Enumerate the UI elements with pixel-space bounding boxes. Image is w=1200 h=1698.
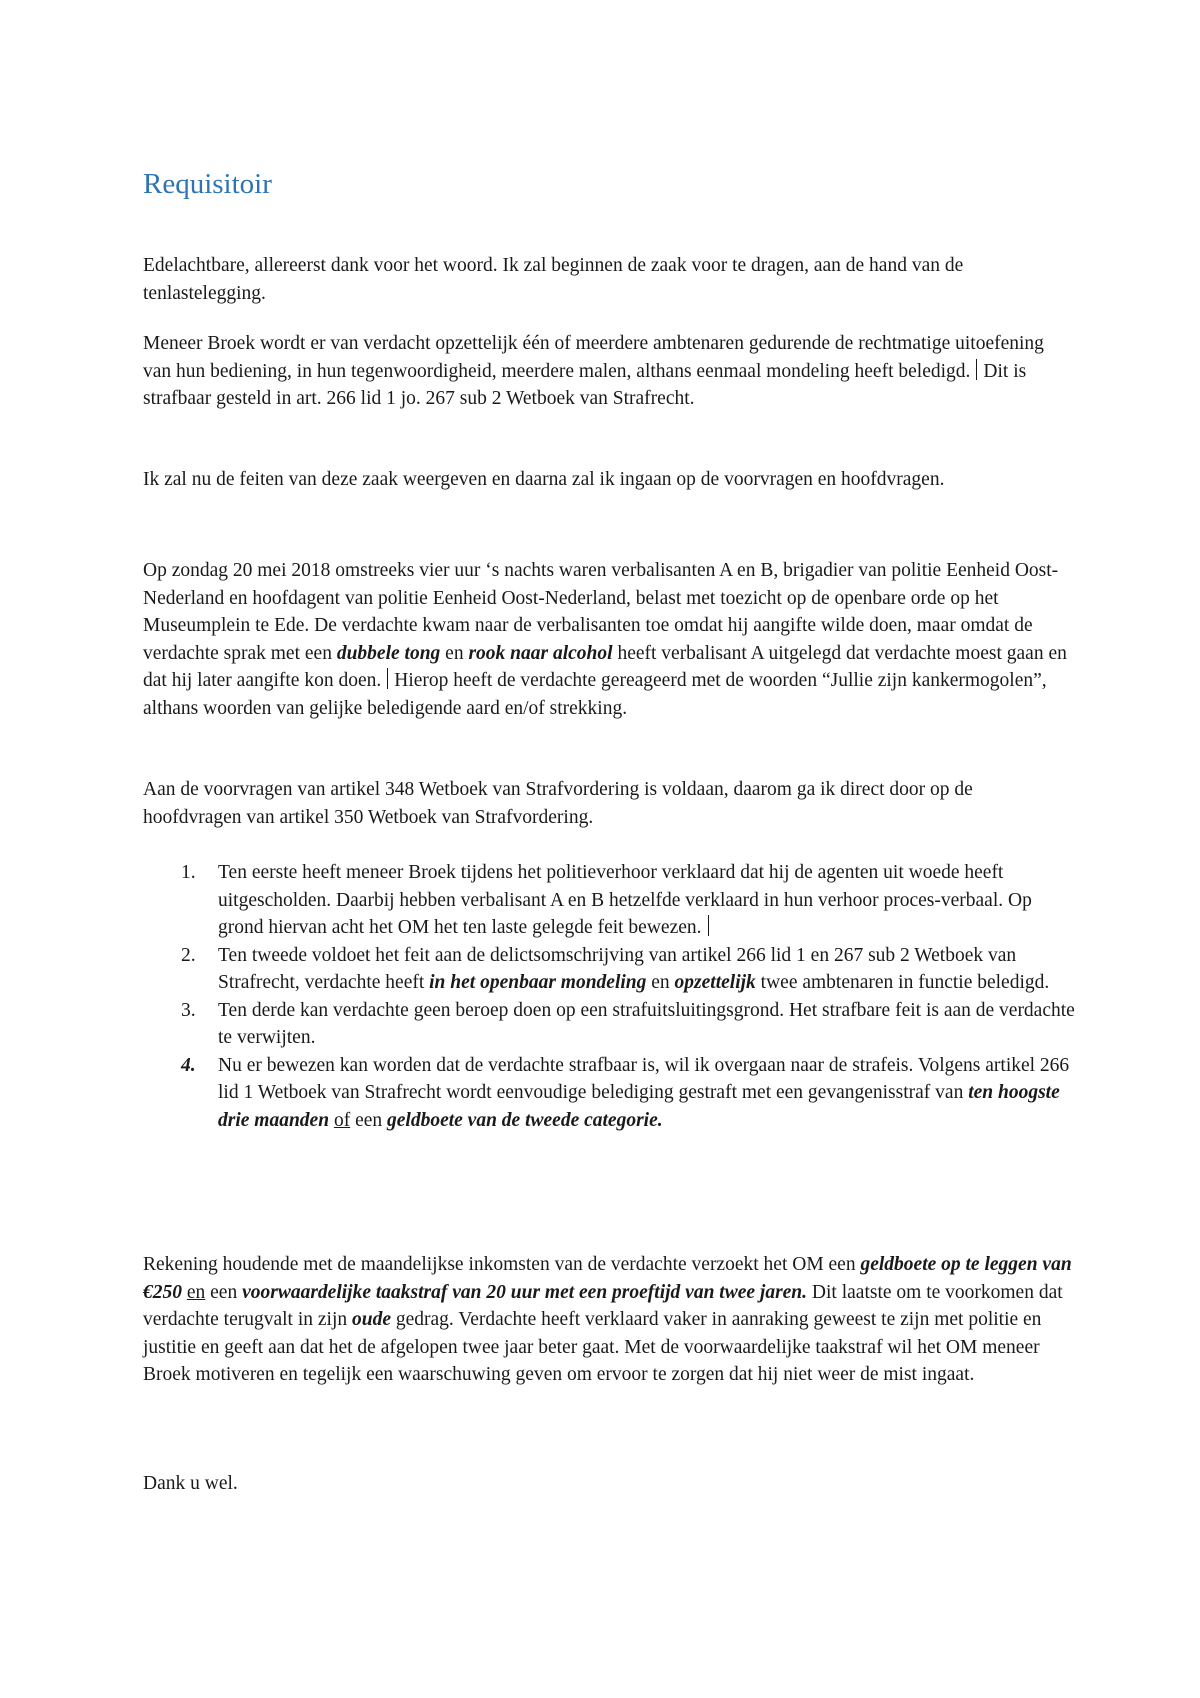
list-item-text: Nu er bewezen kan worden dat de verdachte strafbaar is, wil ik overgaan naar de strafeis. Volgens artikel 266 lid 1 Wetboek van Strafrecht wordt eenvoudige belediging gestraft met een gevangenisstraf van xyxy=(218,1054,1070,1103)
demand-emphasis-old: oude xyxy=(352,1309,391,1330)
demand-underlined-and: en xyxy=(186,1281,206,1303)
text-cursor xyxy=(976,359,977,380)
list-number: 3. xyxy=(181,999,196,1021)
facts-text: Op zondag 20 mei 2018 omstreeks vier uur ‘s nachts waren verbalisanten A en B, brigadier van politie Eenheid Oost-Nederland en hoofdagent van politie Eenheid Oost-Nederland, belast met toezicht op de openbare orde op het Museumplein te Ede. De verdachte kwam naar de verbalisanten toe omdat hij aangifte wilde doen, maar omdat de verdachte sprak met een xyxy=(143,560,1059,664)
list-item-emphasis: opzettelijk xyxy=(674,972,756,993)
list-item-text: twee ambtenaren in functie beledigd. xyxy=(755,972,1050,993)
document-title: Requisitoir xyxy=(143,168,272,200)
closing-paragraph: Dank u wel. xyxy=(143,1473,238,1494)
charge-paragraph xyxy=(143,330,1073,413)
facts-text-and: en xyxy=(440,642,469,664)
text-cursor xyxy=(708,915,709,936)
demand-emphasis-fine: geldboete op te leggen van €250 xyxy=(143,1254,1072,1303)
list-item-text: een xyxy=(350,1109,387,1131)
intro-paragraph: Edelachtbare, allereerst dank voor het woord. Ik zal beginnen de zaak voor te dragen, aan de hand van de tenlastelegging. xyxy=(143,255,964,304)
list-item xyxy=(143,1052,1075,1135)
list-number: 2. xyxy=(181,944,196,966)
charge-text: Meneer Broek wordt er van verdacht opzettelijk één of meerdere ambtenaren gedurende de rechtmatige uitoefening van hun bediening, in hun tegenwoordigheid, meerdere malen, althans eenmaal mondeling heeft beledigd. xyxy=(143,333,1044,382)
facts-text-cont: heeft verbalisant A uitgelegd dat verdachte moest gaan en dat hij later aangifte kon doen. xyxy=(143,642,1067,691)
list-item xyxy=(143,997,1075,1052)
list-item-emphasis: in het openbaar mondeling xyxy=(429,972,647,993)
facts-paragraph xyxy=(143,557,1073,722)
text-cursor xyxy=(387,668,388,689)
list-item-text: Ten tweede voldoet het feit aan de delictsomschrijving van artikel 266 lid 1 en 267 sub 2 Wetboek van Strafrecht, verdachte heeft xyxy=(218,944,1017,993)
sentence-demand-paragraph xyxy=(143,1251,1073,1389)
demand-text: Dit laatste om te voorkomen dat verdachte terugvalt in zijn xyxy=(143,1281,1063,1330)
main-questions-list xyxy=(143,859,1075,1134)
demand-emphasis-community-service: voorwaardelijke taakstraf van 20 uur met een proeftijd van twee jaren. xyxy=(242,1281,808,1303)
list-number: 4. xyxy=(181,1054,196,1076)
list-item-text: Ten eerste heeft meneer Broek tijdens het politieverhoor verklaard dat hij de agenten uit woede heeft uitgescholden. Daarbij hebben verbalisant A en B hetzelfde verklaard in hun verhoor proces-verbaal. Op grond hiervan acht het OM het ten laste gelegde feit bewezen. xyxy=(218,862,1032,938)
facts-emphasis-alcohol: rook naar alcohol xyxy=(468,642,613,664)
outline-paragraph: Ik zal nu de feiten van deze zaak weergeven en daarna zal ik ingaan op de voorvragen en hoofdvragen. xyxy=(143,469,945,490)
list-item xyxy=(143,942,1075,997)
list-item-underlined: of xyxy=(333,1109,351,1131)
facts-text-reaction: Hierop heeft de verdachte gereageerd met de woorden “Jullie zijn kankermogolen”, althans woorden van gelijke beledigende aard en/of strekking. xyxy=(143,670,1047,719)
list-item-text: Ten derde kan verdachte geen beroep doen op een strafuitsluitingsgrond. Het strafbare feit is aan de verdachte te verwijten. xyxy=(218,999,1075,1048)
demand-text: gedrag. Verdachte heeft verklaard vaker in aanraking geweest te zijn met politie en justitie en geeft aan dat het de afgelopen twee jaar beter gaat. Met de voorwaardelijke taakstraf wil het OM meneer Broek motiveren en tegelijk een waarschuwing geven om ervoor te zorgen dat hij niet weer de mist ingaat. xyxy=(143,1309,1042,1385)
list-item-text: en xyxy=(646,972,675,993)
charge-law-text: Dit is strafbaar gesteld in art. 266 lid 1 jo. 267 sub 2 Wetboek van Strafrecht. xyxy=(143,360,1027,409)
list-number: 1. xyxy=(181,862,196,883)
facts-emphasis-tongue: dubbele tong xyxy=(336,642,441,664)
list-item-emphasis: ten hoogste drie maanden xyxy=(218,1082,1060,1131)
demand-text: een xyxy=(205,1281,243,1303)
list-item-emphasis: geldboete van de tweede categorie. xyxy=(387,1109,663,1131)
list-item xyxy=(143,859,1075,942)
preliminary-questions-paragraph: Aan de voorvragen van artikel 348 Wetboek van Strafvordering is voldaan, daarom ga ik direct door op de hoofdvragen van artikel 350 Wetboek van Strafvordering. xyxy=(143,779,973,828)
demand-text: Rekening houdende met de maandelijkse inkomsten van de verdachte verzoekt het OM een xyxy=(143,1254,861,1275)
